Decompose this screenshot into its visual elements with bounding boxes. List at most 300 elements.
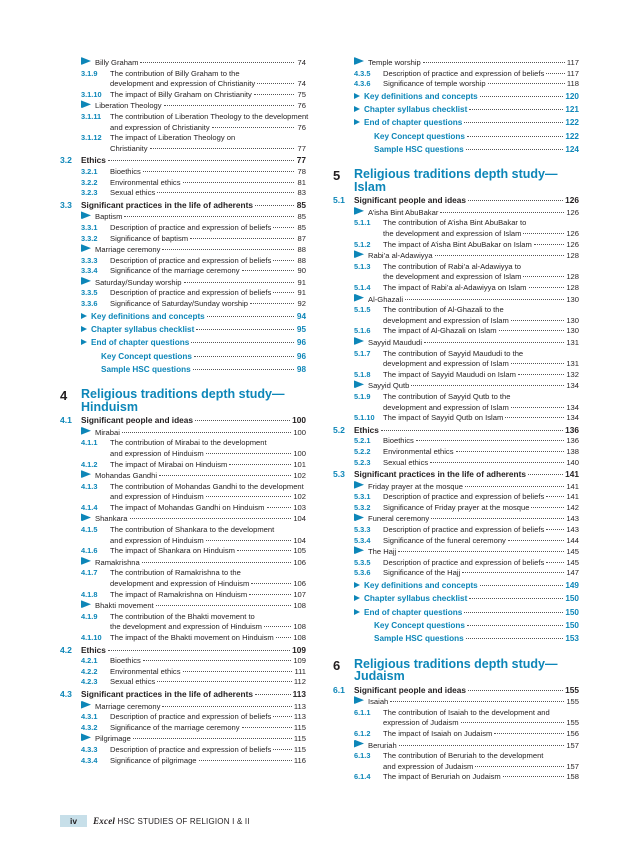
toc-entry[interactable]	[60, 612, 306, 633]
dot-leader	[206, 540, 292, 541]
toc-entry[interactable]	[60, 557, 306, 569]
toc-entry[interactable]	[333, 69, 579, 80]
dot-leader	[546, 73, 565, 74]
toc-entry[interactable]	[60, 600, 306, 612]
page-ref: 78	[297, 166, 306, 176]
page-ref: 134	[566, 402, 579, 412]
toc-entry[interactable]	[333, 349, 579, 370]
toc-entry[interactable]	[60, 133, 306, 154]
entry-text	[383, 458, 579, 469]
toc-entry[interactable]	[60, 733, 306, 745]
toc-entry[interactable]	[333, 143, 579, 156]
toc-entry[interactable]	[60, 69, 306, 90]
toc-entry[interactable]	[60, 427, 306, 439]
toc-entry[interactable]	[60, 211, 306, 223]
section-number: 4.2.2	[81, 666, 98, 676]
page-ref: 118	[566, 79, 579, 89]
toc-entry[interactable]	[60, 155, 306, 167]
page-ref: 149	[565, 581, 579, 591]
page-ref: 85	[296, 199, 306, 210]
toc-entry[interactable]	[60, 256, 306, 267]
entry-label: End of chapter questions	[91, 338, 190, 348]
brand-name: Excel	[93, 816, 116, 826]
toc-entry[interactable]	[60, 363, 306, 376]
entry-text	[81, 513, 306, 525]
toc-entry[interactable]	[60, 438, 306, 459]
toc-entry[interactable]	[60, 470, 306, 482]
entry-label: Chapter syllabus checklist	[91, 324, 195, 334]
section-number: 5.1.3	[354, 261, 371, 271]
entry-label: End of chapter questions	[364, 607, 463, 617]
dot-leader	[273, 227, 294, 228]
page-ref: 130	[566, 315, 579, 325]
toc-entry[interactable]	[333, 696, 579, 708]
entry-line	[383, 708, 579, 719]
toc-entry[interactable]	[60, 525, 306, 546]
toc-entry[interactable]	[60, 310, 306, 323]
dot-leader	[242, 727, 292, 728]
entry-label: The contribution of Liberation Theology to the development	[110, 111, 309, 121]
page-ref: 153	[565, 634, 579, 644]
toc-entry[interactable]	[333, 116, 579, 129]
entry-label: Liberation Theology	[95, 101, 162, 111]
entry-line	[81, 244, 306, 256]
toc-entry[interactable]	[60, 288, 306, 299]
entry-label: Billy Graham	[95, 58, 139, 67]
toc-entry[interactable]	[333, 413, 579, 424]
entry-text	[354, 337, 579, 349]
entry-line	[81, 323, 306, 336]
chapter-title-line: Hinduism	[81, 399, 138, 414]
entry-text	[81, 244, 306, 256]
page-ref: 102	[293, 471, 306, 481]
entry-line	[383, 240, 579, 251]
entry-text	[110, 503, 306, 514]
arrow-bullet-icon	[354, 93, 360, 99]
dot-leader	[435, 255, 565, 256]
toc-entry[interactable]	[60, 677, 306, 688]
toc-entry[interactable]	[60, 323, 306, 336]
entry-label: Bhakti movement	[95, 601, 154, 611]
section-number: 4.1.9	[81, 611, 98, 621]
toc-entry[interactable]	[60, 223, 306, 234]
page-ref: 108	[293, 601, 306, 611]
entry-text	[383, 349, 579, 370]
entry-text	[383, 568, 579, 579]
entry-label: The impact of Sayyid Maududi on Islam	[383, 369, 516, 379]
page-ref: 91	[297, 277, 306, 287]
entry-text	[354, 57, 579, 69]
section-number: 6.1.4	[354, 772, 371, 782]
toc-entry[interactable]	[333, 57, 579, 69]
dot-leader	[212, 127, 294, 128]
arrow-bullet-icon	[354, 582, 360, 588]
entry-label: The contribution of Mohandas Gandhi to the development	[110, 481, 304, 491]
entry-text	[383, 492, 579, 503]
entry-label: Key definitions and concepts	[364, 581, 478, 591]
entry-label: Ethics	[81, 644, 106, 655]
toc-entry[interactable]	[60, 57, 306, 69]
entry-label: Description of practice and expression of beliefs	[383, 492, 545, 502]
entry-text	[354, 90, 579, 103]
entry-line	[383, 413, 579, 424]
page-ref: 106	[293, 557, 306, 567]
toc-entry[interactable]	[333, 250, 579, 262]
entry-label: Significant practices in the life of adherents	[81, 199, 253, 210]
entry-label: The impact of Mohandas Gandhi on Hinduism	[110, 502, 265, 512]
entry-label: The impact of Beruriah on Judaism	[383, 772, 501, 782]
entry-label: development and expression of Islam	[383, 359, 509, 369]
entry-label: Ethics	[354, 424, 379, 435]
dot-leader	[480, 585, 564, 586]
entry-text	[383, 79, 579, 90]
dot-leader	[156, 605, 292, 606]
toc-entry[interactable]	[333, 207, 579, 219]
dot-leader	[456, 451, 565, 452]
toc-entry[interactable]	[333, 240, 579, 251]
dot-leader	[505, 417, 564, 418]
chapter-number: 4	[60, 388, 68, 404]
entry-label: The impact of Shankara on Hinduism	[110, 546, 235, 556]
toc-entry[interactable]	[333, 708, 579, 729]
entry-label: Ethics	[81, 155, 106, 166]
page-ref: 74	[297, 58, 306, 67]
toc-entry[interactable]	[60, 100, 306, 112]
dot-leader	[511, 407, 565, 408]
entry-line	[383, 79, 579, 90]
entry-line	[110, 656, 306, 667]
toc-entry[interactable]	[60, 415, 306, 427]
toc-entry[interactable]	[333, 546, 579, 558]
page-ref: 122	[565, 131, 579, 141]
toc-entry[interactable]	[60, 178, 306, 189]
arrow-bullet-icon	[354, 119, 360, 125]
entry-label: development and expression of Islam	[383, 315, 509, 325]
page-ref: 138	[566, 446, 579, 456]
entry-label: Sexual ethics	[110, 188, 156, 198]
toc-entry[interactable]	[60, 701, 306, 713]
toc-entry[interactable]	[60, 513, 306, 525]
toc-entry[interactable]	[333, 729, 579, 740]
toc-entry[interactable]	[333, 481, 579, 493]
toc-entry[interactable]	[60, 200, 306, 212]
entry-text	[81, 470, 306, 482]
toc-entry[interactable]	[333, 337, 579, 349]
toc-entry[interactable]	[60, 460, 306, 471]
person-icon	[81, 557, 91, 565]
dot-leader	[423, 62, 565, 63]
entry-text	[110, 288, 306, 299]
entry-line	[354, 207, 579, 219]
entry-label: Sayyid Maududi	[368, 337, 423, 347]
page-number: iv	[60, 815, 87, 827]
entry-line	[354, 103, 579, 116]
entry-label: Funeral ceremony	[368, 514, 430, 524]
toc-entry[interactable]	[60, 234, 306, 245]
page-ref: 81	[297, 177, 306, 187]
page-ref: 128	[566, 251, 579, 261]
toc-entry[interactable]	[60, 723, 306, 734]
toc-entry[interactable]	[333, 447, 579, 458]
entry-line	[354, 513, 579, 525]
page-ref: 157	[566, 761, 579, 771]
page-ref: 155	[566, 697, 579, 707]
entry-line	[354, 592, 579, 605]
entry-label: Sexual ethics	[110, 677, 156, 687]
toc-entry[interactable]	[333, 632, 579, 645]
page-ref: 131	[566, 337, 579, 347]
entry-line	[110, 188, 306, 199]
dot-leader	[466, 638, 564, 639]
entry-label: the development and expression of Islam	[383, 229, 522, 239]
entry-label: Description of practice and expression of beliefs	[110, 744, 272, 754]
entry-label: development and expression of Islam	[383, 402, 509, 412]
toc-entry[interactable]	[60, 590, 306, 601]
toc-entry[interactable]	[60, 482, 306, 503]
entry-line	[383, 229, 579, 240]
toc-entry[interactable]	[333, 305, 579, 326]
toc-entry[interactable]	[333, 579, 579, 592]
entry-text	[81, 323, 306, 336]
section-number: 4.3.2	[81, 722, 98, 732]
toc-entry[interactable]	[333, 469, 579, 481]
chapter-heading	[333, 658, 579, 683]
entry-text	[383, 772, 579, 783]
entry-line	[101, 363, 306, 376]
section-number: 3.3.5	[81, 288, 98, 298]
entry-text	[81, 100, 306, 112]
page-ref: 76	[297, 122, 306, 132]
toc-entry[interactable]	[333, 751, 579, 772]
person-icon	[354, 207, 364, 215]
entry-label: Christianity	[110, 143, 148, 153]
toc-entry[interactable]	[60, 712, 306, 723]
entry-text	[110, 756, 306, 767]
entry-label: The contribution of Beruriah to the development	[383, 751, 544, 761]
section-number: 3.3.2	[81, 233, 98, 243]
toc-entry[interactable]	[60, 244, 306, 256]
entry-line	[354, 250, 579, 262]
entry-label: Key definitions and concepts	[364, 91, 478, 101]
toc-entry[interactable]	[333, 458, 579, 469]
page-ref: 150	[565, 594, 579, 604]
entry-text	[374, 143, 579, 156]
toc-entry[interactable]	[333, 619, 579, 632]
toc-entry[interactable]	[60, 645, 306, 657]
person-icon	[354, 380, 364, 388]
entry-text	[110, 178, 306, 189]
entry-text	[81, 57, 306, 69]
toc-entry[interactable]	[60, 167, 306, 178]
toc-entry[interactable]	[333, 218, 579, 239]
entry-label: Shankara	[95, 514, 128, 524]
section-number: 4.1.6	[81, 546, 98, 556]
entry-label: Sample HSC questions	[101, 364, 191, 374]
toc-entry[interactable]	[333, 525, 579, 536]
page-ref: 113	[293, 712, 306, 722]
toc-entry[interactable]	[333, 685, 579, 697]
toc-entry[interactable]	[60, 656, 306, 667]
toc-entry[interactable]	[60, 277, 306, 289]
toc-entry[interactable]	[333, 380, 579, 392]
toc-entry[interactable]	[333, 195, 579, 207]
toc-entry[interactable]	[60, 546, 306, 557]
entry-line	[110, 622, 306, 633]
entry-label: The impact of Liberation Theology on	[110, 133, 236, 143]
entry-line	[110, 677, 306, 688]
person-icon	[81, 211, 91, 219]
entry-text	[354, 250, 579, 262]
entry-text	[354, 294, 579, 306]
toc-entry[interactable]	[333, 130, 579, 143]
page-ref: 155	[566, 718, 579, 728]
toc-entry[interactable]	[333, 79, 579, 90]
toc-entry[interactable]	[333, 436, 579, 447]
toc-entry[interactable]	[333, 370, 579, 381]
toc-entry[interactable]	[60, 667, 306, 678]
dot-leader	[164, 105, 294, 106]
page-ref: 104	[293, 514, 306, 524]
section-number: 4.2.1	[81, 656, 98, 666]
dot-leader	[469, 598, 563, 599]
page-ref: 103	[293, 502, 306, 512]
entry-text	[110, 677, 306, 688]
entry-label: The impact of Ramakrishna on Hinduism	[110, 589, 248, 599]
toc-entry[interactable]	[333, 392, 579, 413]
dot-leader	[183, 182, 295, 183]
entry-label: The contribution of Shankara to the development	[110, 525, 275, 535]
toc-entry[interactable]	[333, 606, 579, 619]
page-ref: 136	[565, 424, 579, 435]
toc-entry[interactable]	[333, 425, 579, 437]
dot-leader	[122, 432, 291, 433]
dot-leader	[157, 192, 294, 193]
entry-text	[110, 546, 306, 557]
toc-entry[interactable]	[60, 266, 306, 277]
entry-label: The contribution of Ramakrishna to the	[110, 568, 241, 578]
toc-entry[interactable]	[333, 326, 579, 337]
toc-entry[interactable]	[333, 592, 579, 605]
page-ref: 91	[297, 288, 306, 298]
toc-entry[interactable]	[333, 283, 579, 294]
entry-label: The contribution of Sayyid Qutb to the	[383, 391, 511, 401]
person-icon	[354, 481, 364, 489]
entry-line	[110, 546, 306, 557]
section-number: 5.1.2	[354, 239, 371, 249]
toc-entry[interactable]	[333, 772, 579, 783]
entry-line	[383, 359, 579, 370]
entry-label: the development and expression of Hinduism	[110, 622, 262, 632]
toc-entry[interactable]	[333, 294, 579, 306]
page-ref: 150	[565, 620, 579, 630]
entry-label: expression of Judaism	[383, 718, 459, 728]
dot-leader	[190, 238, 294, 239]
page-ref: 158	[566, 772, 579, 782]
entry-label: Beruriah	[368, 740, 397, 750]
entry-line	[383, 762, 579, 773]
section-number: 5.3.3	[354, 525, 371, 535]
toc-entry[interactable]	[60, 689, 306, 701]
toc-entry[interactable]	[333, 492, 579, 503]
entry-line	[383, 718, 579, 729]
toc-entry[interactable]	[333, 536, 579, 547]
entry-label: End of chapter questions	[364, 118, 463, 128]
toc-entry[interactable]	[333, 568, 579, 579]
entry-label: Marriage ceremony	[95, 701, 161, 711]
entry-line	[110, 482, 306, 493]
entry-line	[110, 492, 306, 503]
entry-line	[110, 178, 306, 189]
toc-entry[interactable]	[60, 756, 306, 767]
entry-text	[110, 438, 306, 459]
entry-line	[81, 200, 306, 212]
page-ref: 109	[293, 656, 306, 666]
entry-label: Description of practice and expression of beliefs	[383, 557, 545, 567]
dot-leader	[264, 626, 291, 627]
entry-label: The impact of A’isha Bint AbuBakar on Islam	[383, 239, 532, 249]
toc-entry[interactable]	[60, 633, 306, 644]
toc-entry[interactable]	[60, 90, 306, 101]
entry-label: Bioethics	[110, 166, 141, 176]
entry-label: Al-Ghazali	[368, 294, 404, 304]
section-number: 4.1.8	[81, 589, 98, 599]
toc-entry[interactable]	[333, 262, 579, 283]
dot-leader	[195, 420, 290, 421]
entry-line	[383, 69, 579, 80]
entry-label: The contribution of Mirabai to the development	[110, 438, 267, 448]
dot-leader	[480, 96, 564, 97]
toc-entry[interactable]	[333, 90, 579, 103]
page-ref: 112	[293, 677, 306, 687]
section-number: 3.1.12	[81, 133, 102, 143]
toc-entry[interactable]	[333, 103, 579, 116]
section-number: 6.1.3	[354, 751, 371, 761]
toc-entry[interactable]	[60, 568, 306, 589]
entry-label: Description of practice and expression of beliefs	[110, 255, 272, 265]
section-number: 4.3.5	[354, 68, 371, 78]
toc-entry[interactable]	[60, 188, 306, 199]
section-number: 4.1.7	[81, 568, 98, 578]
page-ref: 131	[566, 359, 579, 369]
page-ref: 98	[296, 364, 306, 374]
toc-entry[interactable]	[60, 111, 309, 133]
entry-label: Significance of baptism	[110, 233, 189, 243]
entry-text	[354, 592, 579, 605]
toc-entry[interactable]	[60, 503, 306, 514]
entry-label: Environmental ethics	[110, 177, 181, 187]
section-number: 4.1.5	[81, 525, 98, 535]
toc-entry[interactable]	[333, 558, 579, 569]
toc-entry[interactable]	[60, 299, 306, 310]
section-number: 5.1	[333, 195, 345, 206]
entry-line	[110, 79, 306, 90]
entry-line	[374, 619, 579, 632]
toc-entry[interactable]	[333, 740, 579, 752]
dot-leader	[398, 551, 564, 552]
entry-text	[81, 645, 306, 657]
toc-entry[interactable]	[60, 350, 306, 363]
toc-entry[interactable]	[60, 336, 306, 349]
toc-entry[interactable]	[60, 745, 306, 756]
entry-text	[383, 413, 579, 424]
entry-line	[110, 111, 309, 123]
dot-leader	[140, 62, 294, 63]
toc-entry[interactable]	[333, 513, 579, 525]
toc-entry[interactable]	[333, 503, 579, 514]
entry-label: Key definitions and concepts	[91, 311, 205, 321]
entry-line	[354, 606, 579, 619]
entry-label: Mohandas Gandhi	[95, 471, 158, 481]
